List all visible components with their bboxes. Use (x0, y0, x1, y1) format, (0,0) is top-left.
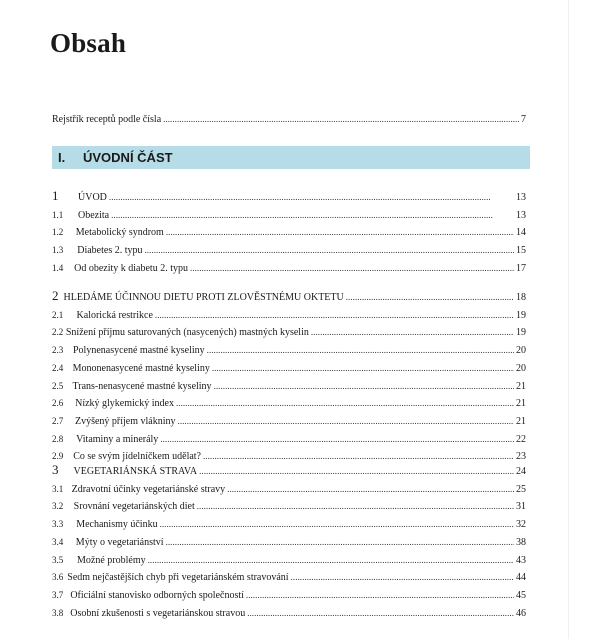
entry-label: Zvýšený příjem vlákniny (74, 415, 176, 427)
entry-page: 38 (516, 536, 526, 548)
toc-entry-1.2[interactable] (52, 226, 526, 239)
page-title: Obsah (50, 28, 127, 58)
toc-entry-2.7[interactable] (52, 415, 526, 428)
entry-number: 2.6 (52, 398, 64, 409)
entry-page: 20 (516, 345, 526, 357)
toc-entry-2.6[interactable] (52, 397, 526, 410)
entry-number: 3.1 (52, 483, 64, 494)
entry-number: 3.7 (52, 589, 64, 600)
entry-label: Mononenasycené mastné kyseliny (72, 362, 210, 374)
leader-dots (227, 483, 514, 496)
section-header (52, 146, 530, 169)
toc-entry-2.9[interactable] (52, 450, 526, 463)
chapter-page: 24 (516, 466, 526, 477)
entry-number: 2.7 (52, 415, 64, 426)
toc-entry-2.3[interactable] (52, 344, 526, 357)
leader-dots (247, 607, 514, 620)
entry-number: 3.4 (52, 536, 64, 547)
page-edge-shadow (568, 0, 569, 639)
toc-entry-3.6[interactable] (52, 571, 526, 584)
chapter-label: ÚVOD (78, 192, 107, 203)
entry-label: Vitaminy a minerály (76, 433, 159, 445)
leader-dots (111, 209, 514, 222)
leader-dots (176, 397, 514, 410)
toc-entry-1.4[interactable] (52, 262, 526, 275)
entry-page: 43 (516, 554, 526, 566)
chapter-number: 3 (52, 462, 59, 477)
entry-number: 2.5 (52, 380, 64, 391)
toc-entry-2.8[interactable] (52, 433, 526, 446)
entry-page: 14 (516, 227, 526, 239)
toc-entry-1.3[interactable] (52, 244, 526, 257)
entry-label: Diabetes 2. typu (77, 245, 143, 257)
entry-page: 45 (516, 589, 526, 601)
entry-page: 19 (516, 309, 526, 321)
toc-chapter-2[interactable] (52, 290, 526, 304)
entry-label: Možné problémy (77, 554, 146, 566)
entry-page: 25 (516, 483, 526, 495)
entry-page: 21 (516, 380, 526, 392)
chapter-number: 1 (52, 188, 59, 203)
entry-page: 15 (516, 245, 526, 257)
toc-entry-3.3[interactable] (52, 518, 526, 531)
toc-entry-3.5[interactable] (52, 554, 526, 567)
entry-number: 1.2 (52, 227, 64, 238)
entry-number: 3.6 (52, 572, 64, 583)
chapter-page: 13 (516, 192, 526, 203)
toc-entry-2.4[interactable] (52, 362, 526, 375)
entry-page: 20 (516, 362, 526, 374)
entry-number: 3.2 (52, 501, 64, 512)
entry-label: Mýty o vegetariánství (75, 536, 164, 548)
entry-number: 2.3 (52, 345, 64, 356)
entry-number: 2.9 (52, 451, 64, 462)
entry-page: 31 (516, 501, 526, 513)
leader-dots (166, 536, 514, 549)
entry-number: 3.8 (52, 607, 64, 618)
entry-number: 2.4 (52, 362, 64, 373)
entry-label: Kalorická restrikce (76, 309, 153, 321)
leader-dots (291, 571, 514, 584)
toc-entry-3.2[interactable] (52, 500, 526, 513)
toc-entry-label: Rejstřík receptů podle čísla (52, 114, 162, 125)
leader-dots (246, 589, 514, 602)
entry-label: Od obezity k diabetu 2. typu (74, 262, 188, 274)
entry-label: Co se svým jídelníčkem udělat? (73, 451, 201, 463)
section-label: ÚVODNÍ ČÁST (83, 150, 173, 165)
leader-dots (148, 554, 514, 567)
leader-dots (212, 362, 514, 375)
toc-entry-2.5[interactable] (52, 380, 526, 393)
entry-label: Sedm nejčastějších chyb při vegetariánském stravování (67, 572, 289, 584)
entry-label: Metabolický syndrom (75, 227, 164, 239)
entry-number: 3.5 (52, 554, 64, 565)
leader-dots (145, 244, 515, 257)
entry-label: Nízký glykemický index (75, 398, 174, 410)
entry-page: 21 (516, 398, 526, 410)
entry-page: 46 (516, 607, 526, 619)
toc-chapter-1[interactable] (52, 190, 526, 204)
toc-entry-page: 7 (521, 114, 526, 125)
entry-label: Srovnání vegetariánských diet (73, 501, 195, 513)
entry-page: 19 (516, 327, 526, 339)
leader-dots (197, 500, 514, 513)
toc-entry-3.1[interactable] (52, 483, 526, 496)
chapter-number: 2 (52, 288, 59, 303)
entry-page: 21 (516, 415, 526, 427)
toc-entry-3.7[interactable] (52, 589, 526, 602)
chapter-label: VEGETARIÁNSKÁ STRAVA (73, 466, 198, 477)
entry-number: 3.3 (52, 519, 64, 530)
entry-number: 1.4 (52, 262, 64, 273)
toc-entry-3.8[interactable] (52, 607, 526, 620)
leader-dots (190, 262, 514, 275)
leader-dots (346, 291, 514, 304)
leader-dots (214, 380, 514, 393)
chapter-label: HLEDÁME ÚČINNOU DIETU PROTI ZLOVĚSTNÉMU OKTETU (63, 292, 344, 303)
toc-entry-index[interactable] (52, 113, 526, 126)
section-number: I. (58, 150, 66, 165)
entry-number: 1.3 (52, 245, 64, 256)
entry-page: 17 (516, 262, 526, 274)
leader-dots (203, 450, 514, 463)
leader-dots (178, 415, 514, 428)
entry-label: Obezita (78, 209, 110, 221)
entry-label: Trans-nenasycené mastné kyseliny (72, 380, 212, 392)
entry-label: Mechanismy účinku (76, 519, 158, 531)
entry-number: 2.2 (52, 327, 64, 338)
entry-page: 13 (516, 209, 526, 221)
leader-dots (109, 191, 514, 204)
toc-entry-3.4[interactable] (52, 536, 526, 549)
toc-chapter-3[interactable] (52, 464, 526, 478)
toc-entry-2.1[interactable] (52, 309, 526, 322)
entry-label: Zdravotní účinky vegetariánské stravy (71, 483, 226, 495)
entry-label: Oficiální stanovisko odborných společností (70, 589, 244, 601)
leader-dots (166, 226, 514, 239)
entry-page: 32 (516, 519, 526, 531)
entry-label: Snížení příjmu saturovaných (nasycených) mastných kyselin (65, 327, 309, 339)
leader-dots (160, 433, 514, 446)
entry-page: 44 (516, 572, 526, 584)
entry-label: Osobní zkušenosti s vegetariánskou stravou (70, 607, 246, 619)
entry-number: 1.1 (52, 209, 64, 220)
leader-dots (207, 344, 514, 357)
toc-entry-2.2[interactable] (52, 326, 526, 339)
entry-label: Polynenasycené mastné kyseliny (73, 345, 205, 357)
entry-page: 23 (516, 451, 526, 463)
leader-dots (199, 465, 514, 478)
leader-dots (311, 326, 514, 339)
leader-dots (160, 518, 514, 531)
leader-dots (163, 113, 519, 126)
entry-number: 2.1 (52, 309, 64, 320)
toc-entry-1.1[interactable] (52, 209, 526, 222)
entry-page: 22 (516, 433, 526, 445)
chapter-page: 18 (516, 292, 526, 303)
leader-dots (155, 309, 514, 322)
entry-number: 2.8 (52, 433, 64, 444)
